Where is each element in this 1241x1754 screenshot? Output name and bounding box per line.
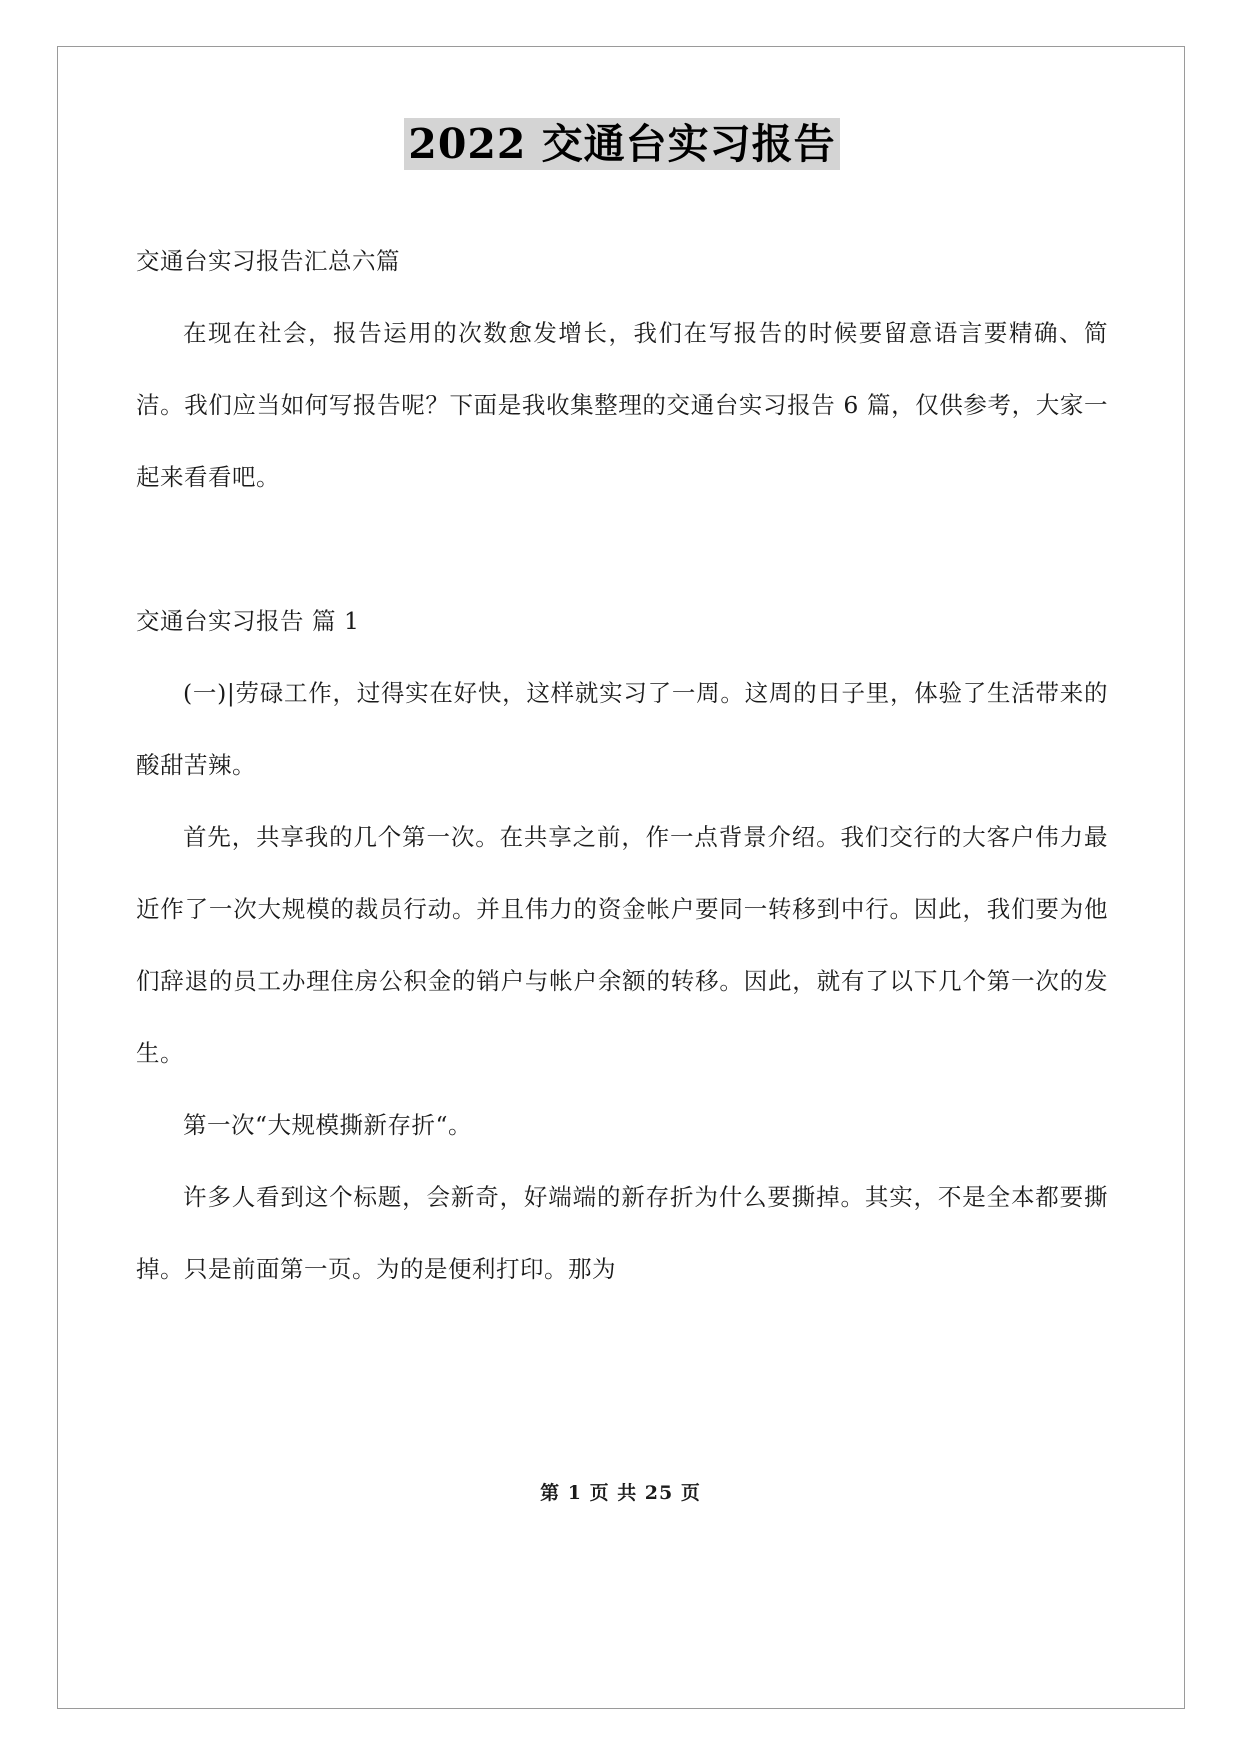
document-content <box>136 120 1108 1305</box>
paragraph-5: 第一次“大规模撕新存折“。 <box>183 1111 473 1140</box>
page-footer: 第 1 页 共 25 页 <box>540 1482 701 1504</box>
page-title-text: 2022 交通台实习报告 <box>404 118 839 170</box>
paragraph-1: 在现在社会，报告运用的次数愈发增长，我们在写报告的时候要留意语言要精确、简洁。我们应当如何写报告呢？下面是我收集整理的交通台实习报告 6 篇，仅供参考，大家一起来看看吧。 <box>136 319 1108 492</box>
paragraph-4: 首先，共享我的几个第一次。在共享之前，作一点背景介绍。我们交行的大客户伟力最近作了一次大规模的裁员行动。并且伟力的资金帐户要同一转移到中行。因此，我们要为他们辞退的员工办理住房公积金的销户与帐户余额的转移。因此，就有了以下几个第一次的发生。 <box>136 823 1108 1068</box>
paragraph-6: 许多人看到这个标题，会新奇，好端端的新存折为什么要撕掉。其实，不是全本都要撕掉。只是前面第一页。为的是便利打印。那为 <box>136 1183 1108 1284</box>
paragraph-spacer <box>136 513 1108 585</box>
page-title <box>136 120 1108 169</box>
paragraph-3: (一)|劳碌工作，过得实在好快，这样就实习了一周。这周的日子里，体验了生活带来的酸甜苦辣。 <box>136 679 1108 780</box>
paragraph-0: 交通台实习报告汇总六篇 <box>136 247 400 276</box>
paragraph-2: 交通台实习报告 篇 1 <box>136 607 360 636</box>
title-spacer <box>136 169 1108 225</box>
